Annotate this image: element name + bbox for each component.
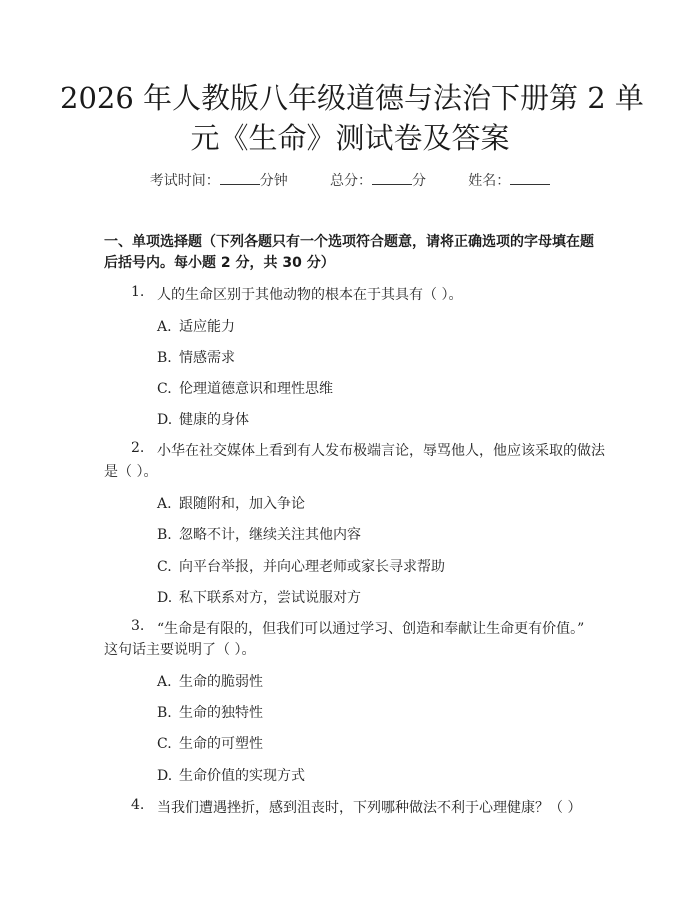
option-letter: B. [157, 350, 172, 366]
option-a [157, 493, 305, 513]
option-text: 私下联系对方，尝试说服对方 [179, 590, 361, 606]
option-letter: B. [157, 705, 172, 721]
option-text: 适应能力 [179, 319, 235, 335]
option-c [157, 556, 445, 576]
option-text: 生命价值的实现方式 [179, 768, 305, 784]
option-text: 忽略不计，继续关注其他内容 [179, 527, 361, 543]
question-number: 1. [131, 284, 145, 300]
option-text: 伦理道德意识和理性思维 [179, 381, 333, 397]
option-text: 情感需求 [179, 350, 235, 366]
option-text: 生命的独特性 [179, 705, 263, 721]
exam-info-line [0, 170, 700, 190]
total-score-field [330, 173, 426, 189]
document-title-line-2: 元《生命》测试卷及答案 [190, 121, 510, 155]
exam-time-field [150, 173, 288, 189]
option-text: 跟随附和，加入争论 [179, 496, 305, 512]
total-score-unit: 分 [412, 173, 426, 189]
total-score-blank [372, 172, 412, 185]
document-title-line-1: 2026 年人教版八年级道德与法治下册第 2 单 [60, 81, 644, 115]
exam-time-unit: 分钟 [259, 173, 288, 189]
option-a [157, 316, 235, 336]
exam-time-label: 考试时间： [149, 173, 220, 189]
question-number: 4. [131, 797, 145, 813]
question-text-line-2: 是（ ）。 [104, 464, 158, 480]
student-name-blank [510, 172, 550, 185]
option-c [157, 378, 333, 398]
option-letter: C. [157, 559, 172, 575]
option-b [157, 347, 235, 367]
option-d [157, 587, 361, 607]
option-text: 向平台举报，并向心理老师或家长寻求帮助 [179, 559, 445, 575]
option-text: 健康的身体 [179, 412, 249, 428]
option-letter: A. [157, 674, 172, 690]
question-text: 当我们遭遇挫折，感到沮丧时，下列哪种做法不利于心理健康？（ ） [157, 800, 582, 816]
student-name-field [468, 173, 550, 189]
option-letter: A. [157, 496, 172, 512]
section-heading-line-2: 后括号内。每小题 2 分，共 30 分） [104, 255, 335, 271]
option-letter: D. [157, 768, 173, 784]
option-d [157, 765, 305, 785]
option-letter: D. [157, 412, 173, 428]
option-text: 生命的可塑性 [179, 736, 263, 752]
question-number: 3. [131, 618, 145, 634]
option-letter: B. [157, 527, 172, 543]
option-letter: C. [157, 381, 172, 397]
exam-time-blank [220, 172, 260, 185]
option-c [157, 733, 263, 753]
question-text: 人的生命区别于其他动物的根本在于其具有（ ）。 [157, 287, 463, 303]
question-text-line-2: 这句话主要说明了（ ）。 [104, 642, 256, 658]
section-heading-line-1: 一、单项选择题（下列各题只有一个选项符合题意，请将正确选项的字母填在题 [104, 234, 594, 250]
question-text-line-1: 小华在社交媒体上看到有人发布极端言论，辱骂他人，他应该采取的做法 [157, 443, 605, 459]
option-b [157, 702, 263, 722]
option-letter: A. [157, 319, 172, 335]
question-text-line-1: “生命是有限的，但我们可以通过学习、创造和奉献让生命更有价值。” [157, 621, 585, 637]
option-letter: C. [157, 736, 172, 752]
option-text: 生命的脆弱性 [179, 674, 263, 690]
question-number: 2. [131, 440, 145, 456]
option-a [157, 671, 263, 691]
total-score-label: 总分： [330, 173, 372, 189]
option-b [157, 524, 361, 544]
student-name-label: 姓名： [468, 173, 511, 189]
option-letter: D. [157, 590, 173, 606]
option-d [157, 409, 249, 429]
